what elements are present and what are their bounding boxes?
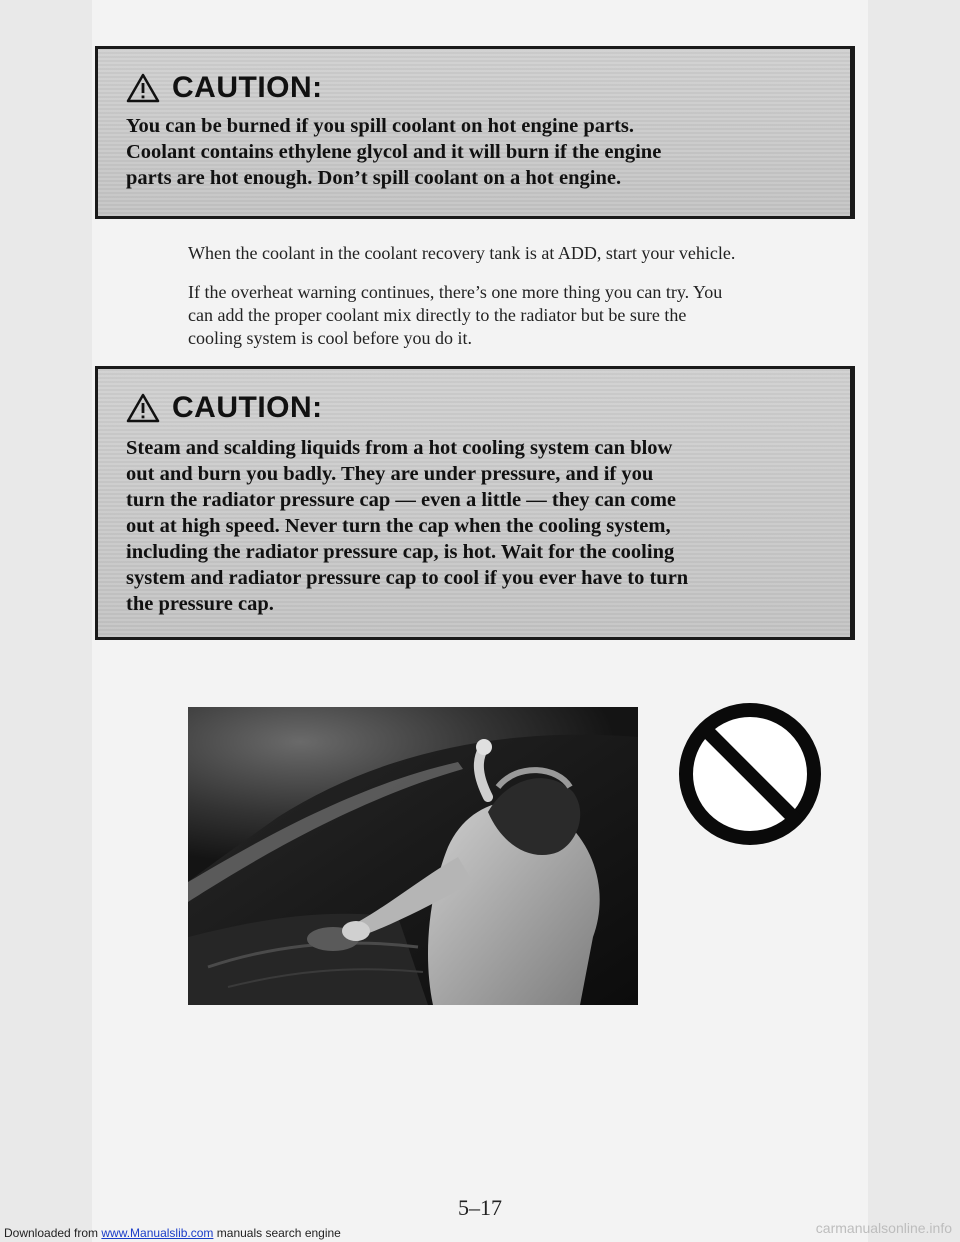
caution-header (126, 71, 832, 105)
footer-suffix: manuals search engine (213, 1226, 341, 1240)
caution-line: Coolant contains ethylene glycol and it will burn if the engine (126, 141, 662, 163)
footer-prefix: Downloaded from (4, 1226, 102, 1240)
caution-line: turn the radiator pressure cap — even a little — they can come (126, 489, 677, 511)
caution-line: system and radiator pressure cap to cool if you ever have to turn (126, 567, 689, 589)
photo-man-opening-radiator-cap (188, 707, 638, 1005)
caution-line: Steam and scalding liquids from a hot cooling system can blow (126, 437, 673, 459)
paragraph-start-vehicle: When the coolant in the coolant recovery tank is at ADD, start your vehicle. (188, 243, 736, 263)
watermark-text: carmanualsonline.info (815, 1220, 952, 1236)
caution-box-steam (95, 366, 855, 640)
prohibition-icon (676, 700, 824, 848)
paragraph-overheat (188, 281, 858, 350)
paragraph-line: can add the proper coolant mix directly to the radiator but be sure the (188, 305, 687, 325)
caution-box-burn (95, 46, 855, 219)
download-footer (4, 1226, 341, 1240)
paragraph-line: cooling system is cool before you do it. (188, 328, 472, 348)
caution-line: You can be burned if you spill coolant on hot engine parts. (126, 115, 635, 137)
caution-header (126, 391, 832, 425)
caution-text (126, 435, 832, 617)
caution-line: parts are hot enough. Don’t spill coolant on a hot engine. (126, 167, 622, 189)
warning-triangle-icon (126, 393, 160, 423)
caution-title: CAUTION: (172, 71, 323, 104)
paragraph-line: If the overheat warning continues, there’s one more thing you can try. You (188, 282, 723, 302)
caution-line: including the radiator pressure cap, is hot. Wait for the cooling (126, 541, 675, 563)
warning-triangle-icon (126, 73, 160, 103)
caution-line: out at high speed. Never turn the cap when the cooling system, (126, 515, 671, 537)
caution-line: the pressure cap. (126, 593, 274, 615)
caution-text (126, 113, 832, 191)
manualslib-link[interactable]: www.Manualslib.com (101, 1226, 214, 1240)
caution-line: out and burn you badly. They are under pressure, and if you (126, 463, 654, 485)
caution-title: CAUTION: (172, 391, 323, 424)
page-number: 5–17 (458, 1195, 502, 1220)
